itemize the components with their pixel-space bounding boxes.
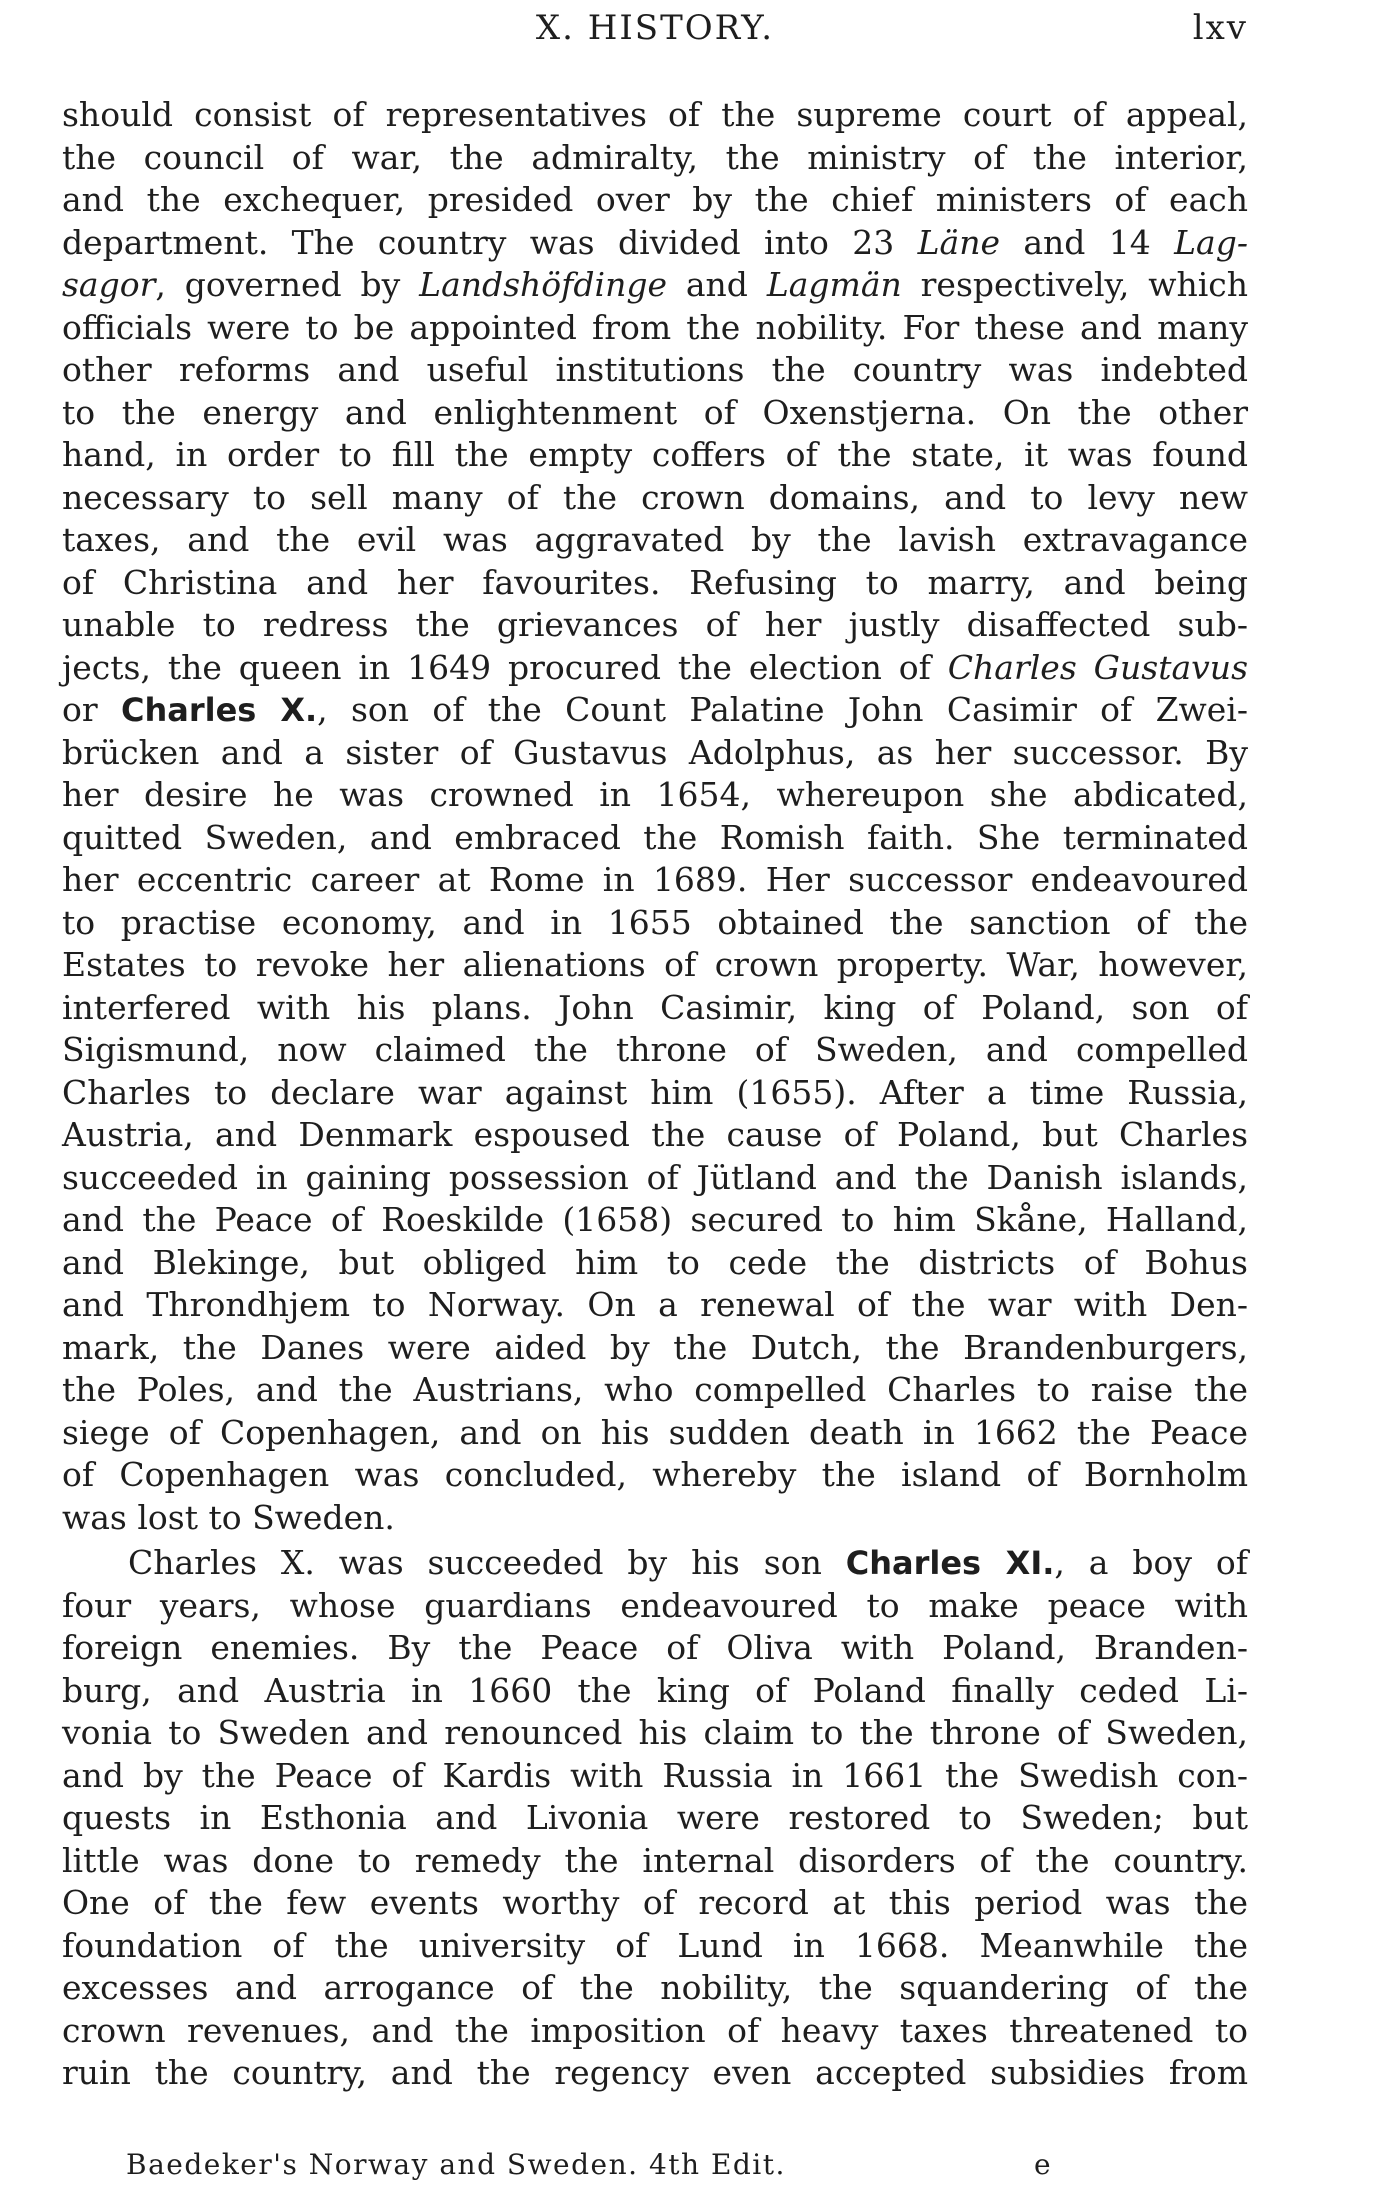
italic-term: Lagmän	[766, 265, 902, 304]
text-line: Charles to declare war against him (1655). After a time Russia,	[62, 1072, 1248, 1112]
text-line: foreign enemies. By the Peace of Oliva with Poland, Branden-	[62, 1628, 1248, 1667]
text-line: quitted Sweden, and embraced the Romish faith. She terminated	[62, 817, 1248, 857]
text-line: Austria, and Denmark espoused the cause of Poland, but Charles	[62, 1115, 1248, 1154]
text-line: and Throndhjem to Norway. On a renewal of the war with Den-	[62, 1285, 1248, 1324]
text-line: mark, the Danes were aided by the Dutch, the Brandenburgers,	[62, 1327, 1248, 1367]
text-line: necessary to sell many of the crown domains, and to levy new	[62, 477, 1248, 517]
italic-term: Läne	[917, 222, 1000, 262]
text-line: brücken and a sister of Gustavus Adolphus, as her successor. By	[62, 732, 1248, 772]
italic-term: Landshöfdinge	[419, 265, 667, 304]
text-line: sagor, governed by Landshöfdinge and Lagmän respectively, which	[62, 265, 1248, 304]
italic-term: Charles Gustavus	[947, 647, 1249, 687]
text-line: succeeded in gaining possession of Jütland and the Danish islands,	[62, 1157, 1248, 1197]
footer-imprint: Baedeker's Norway and Sweden. 4th Edit.	[126, 2148, 786, 2181]
running-head	[62, 4, 1248, 54]
text-line: the council of war, the admiralty, the ministry of the interior,	[62, 137, 1248, 177]
text-line: of Christina and her favourites. Refusing to marry, and being	[62, 562, 1248, 602]
text-line: siege of Copenhagen, and on his sudden death in 1662 the Peace	[62, 1412, 1248, 1452]
text-line: interfered with his plans. John Casimir, king of Poland, son of	[62, 987, 1248, 1027]
text-line: her desire he was crowned in 1654, whereupon she abdicated,	[62, 775, 1248, 814]
text-line: little was done to remedy the internal disorders of the country.	[62, 1840, 1248, 1880]
text-line: and by the Peace of Kardis with Russia in 1661 the Swedish con-	[62, 1755, 1248, 1795]
text-line: burg, and Austria in 1660 the king of Poland finally ceded Li-	[62, 1670, 1248, 1710]
text-line: excesses and arrogance of the nobility, the squandering of the	[62, 1968, 1248, 2007]
bold-name: Charles XI.	[845, 1544, 1055, 1582]
text-line: to the energy and enlightenment of Oxenstjerna. On the other	[62, 392, 1248, 432]
text-line: four years, whose guardians endeavoured to make peace with	[62, 1585, 1248, 1625]
chapter-title: X. HISTORY.	[535, 8, 775, 48]
text-line: hand, in order to fill the empty coffers of the state, it was found	[62, 435, 1248, 474]
text-line: and Blekinge, but obliged him to cede the districts of Bohus	[62, 1242, 1248, 1282]
text-line: department. The country was divided into 23 Läne and 14 Lag-	[62, 222, 1249, 262]
text-line: was lost to Sweden.	[62, 1497, 395, 1537]
text-line: should consist of representatives of the supreme court of appeal,	[62, 95, 1248, 134]
text-line: unable to redress the grievances of her justly disaffected sub-	[62, 605, 1248, 644]
italic-term: Lag-	[1174, 222, 1249, 262]
page-number: lxv	[1192, 8, 1248, 48]
body-text	[62, 94, 1248, 2095]
text-line: of Copenhagen was concluded, whereby the island of Bornholm	[62, 1455, 1248, 1494]
text-line: quests in Esthonia and Livonia were restored to Sweden; but	[62, 1798, 1248, 1837]
bold-name: Charles X.	[120, 691, 318, 729]
text-line: and the exchequer, presided over by the chief ministers of each	[62, 180, 1248, 219]
signature-mark: e	[1034, 2148, 1053, 2181]
text-line: vonia to Sweden and renounced his claim to the throne of Sweden,	[62, 1713, 1248, 1752]
text-line: Sigismund, now claimed the throne of Sweden, and compelled	[62, 1030, 1248, 1069]
text-line: One of the few events worthy of record at this period was the	[62, 1883, 1248, 1922]
text-line: officials were to be appointed from the nobility. For these and many	[62, 307, 1248, 347]
text-line: her eccentric career at Rome in 1689. Her successor endeavoured	[62, 860, 1248, 899]
text-line: Estates to revoke her alienations of crown property. War, however,	[62, 945, 1248, 984]
text-line: crown revenues, and the imposition of heavy taxes threatened to	[62, 2010, 1248, 2050]
text-line: taxes, and the evil was aggravated by the lavish extravagance	[62, 520, 1248, 559]
text-line: or Charles X., son of the Count Palatine John Casimir of Zwei-	[62, 690, 1249, 729]
text-line: ruin the country, and the regency even accepted subsidies from	[62, 2053, 1248, 2092]
text-line: other reforms and useful institutions the country was indebted	[62, 350, 1248, 389]
text-line: to practise economy, and in 1655 obtained the sanction of the	[62, 902, 1248, 942]
page-footer	[126, 2148, 1086, 2192]
text-line: and the Peace of Roeskilde (1658) secured to him Skåne, Halland,	[62, 1200, 1248, 1239]
text-line: Charles X. was succeeded by his son Charles XI., a boy of	[128, 1543, 1248, 1582]
text-line: jects, the queen in 1649 procured the election of Charles Gustavus	[62, 647, 1249, 687]
text-line: foundation of the university of Lund in 1668. Meanwhile the	[62, 1925, 1248, 1965]
italic-term: sagor	[62, 265, 156, 304]
text-line: the Poles, and the Austrians, who compelled Charles to raise the	[62, 1370, 1248, 1409]
